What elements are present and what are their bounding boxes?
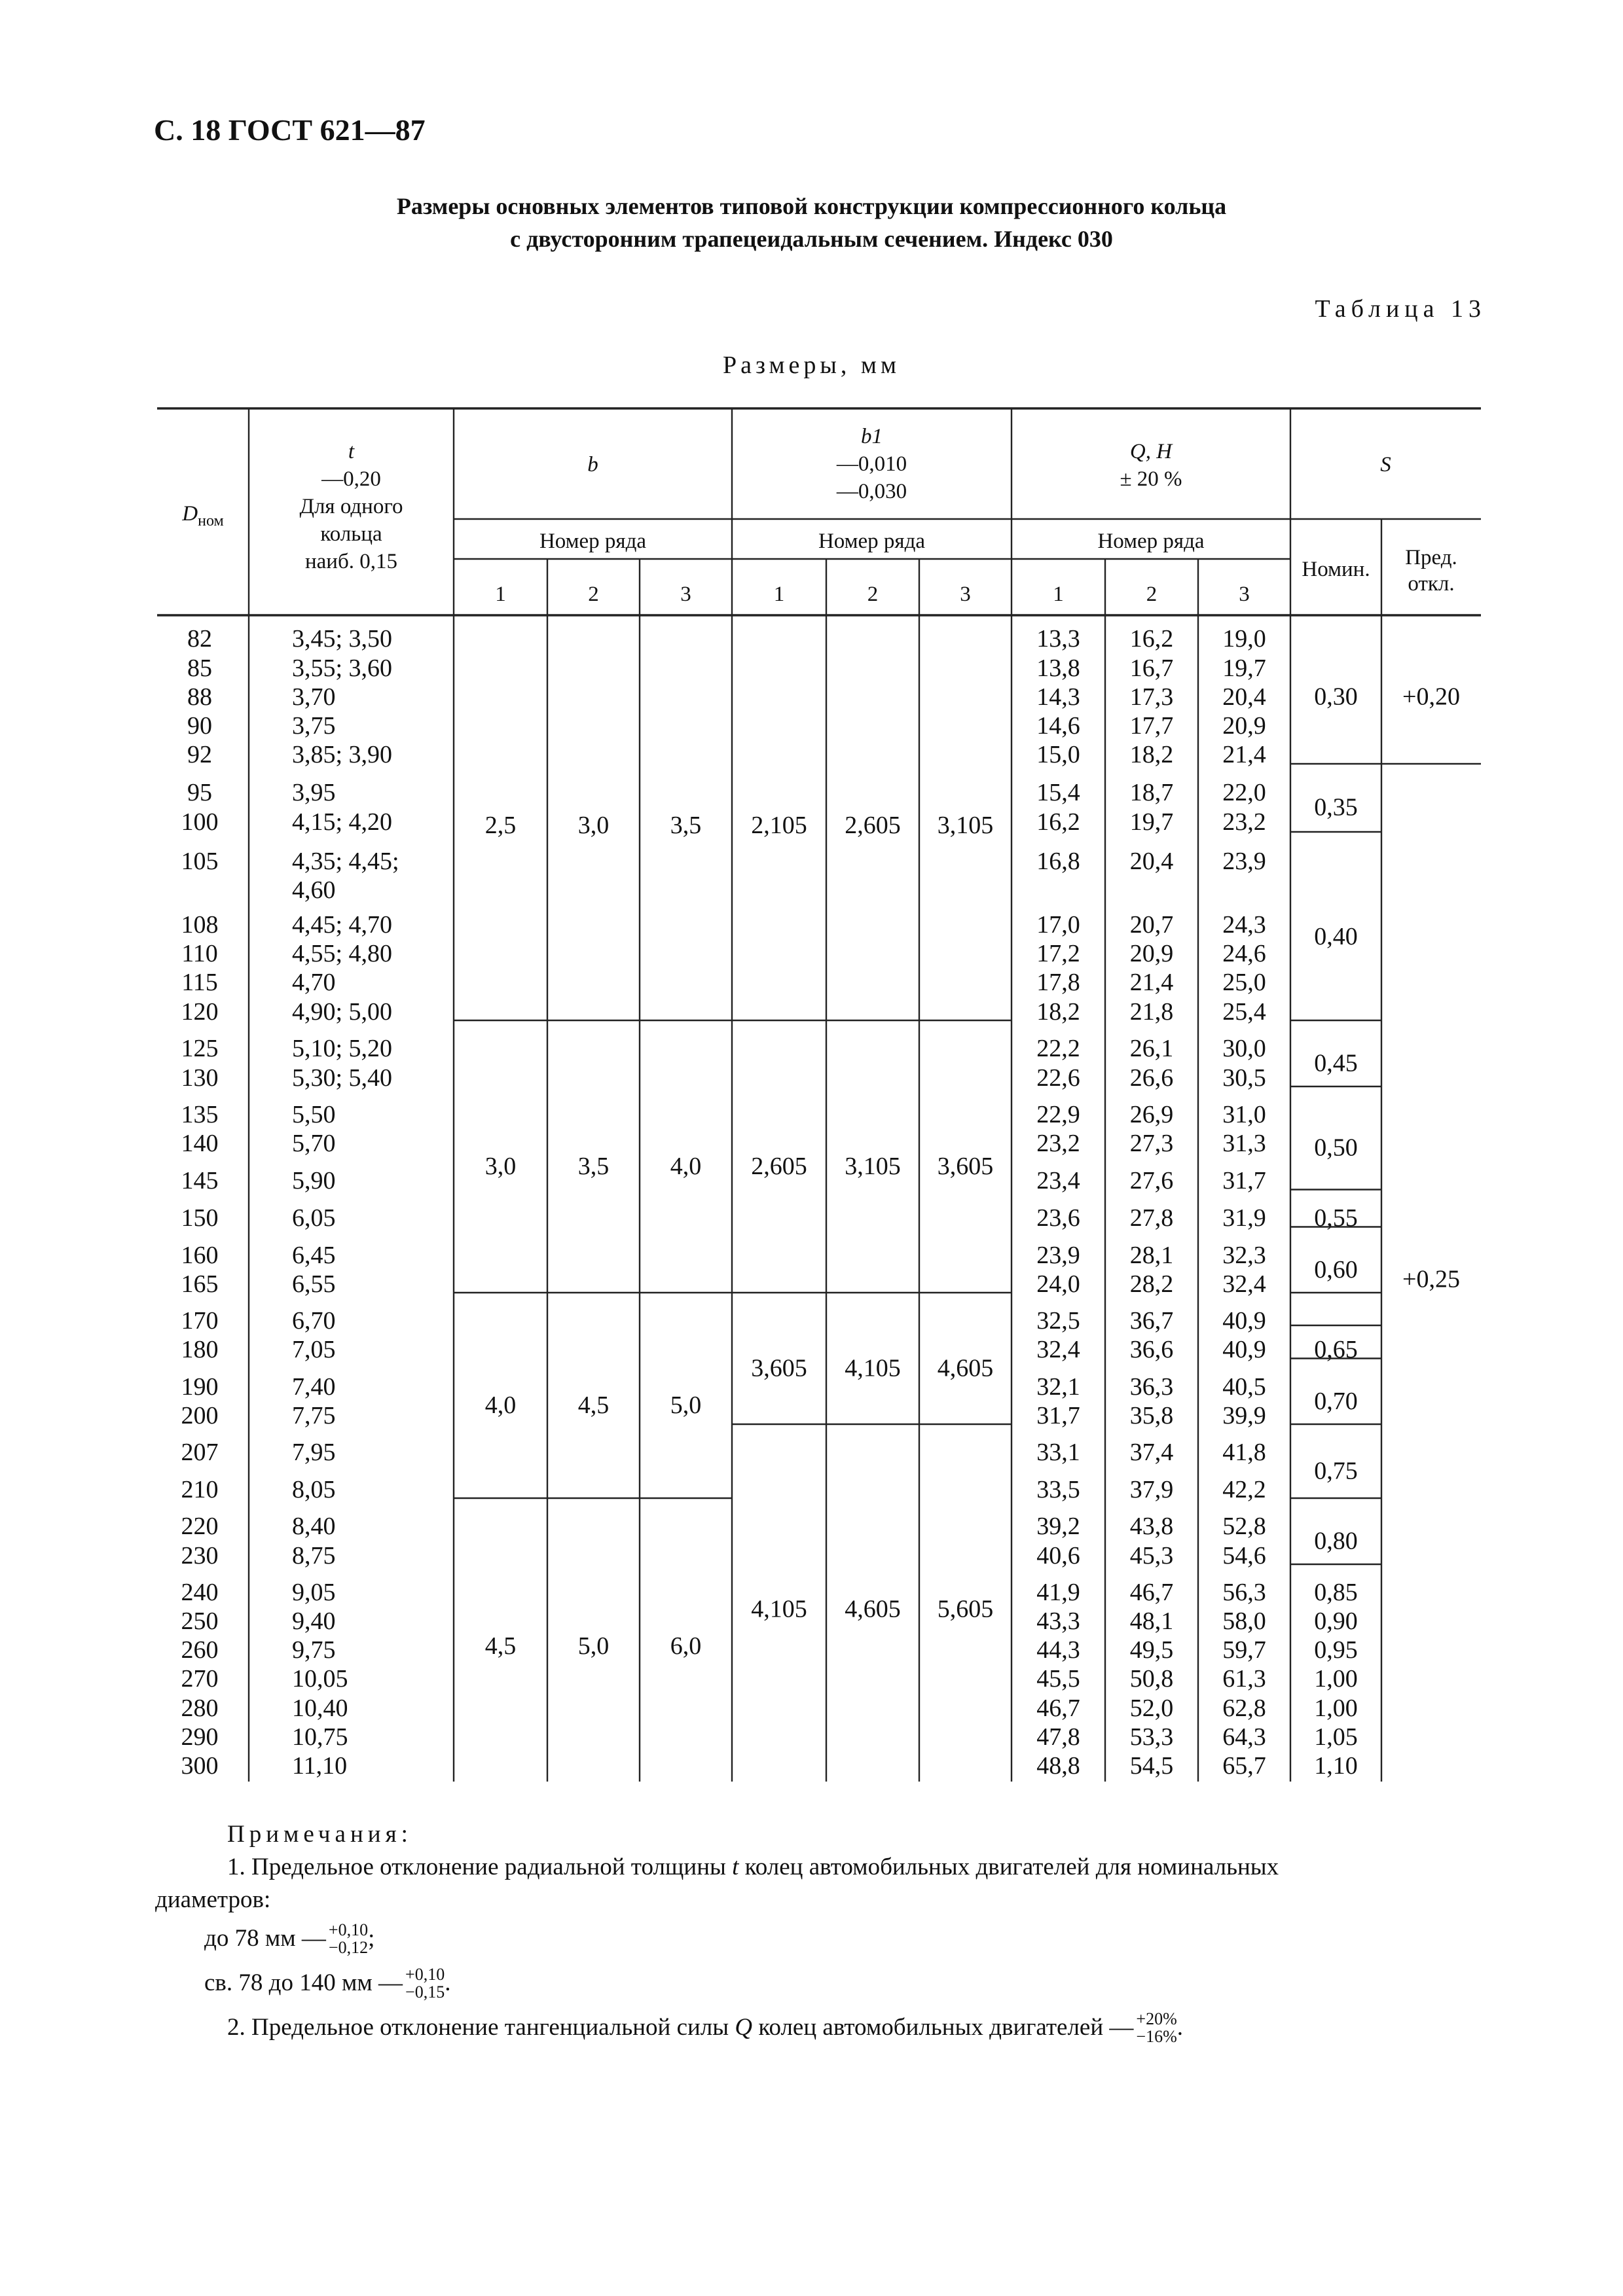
row-s-nominal: 0,90 xyxy=(1314,1607,1358,1635)
row-t: 9,75 xyxy=(292,1636,336,1664)
row-q-value: 19,0 xyxy=(1222,625,1266,653)
row-q-value: 54,5 xyxy=(1129,1752,1174,1780)
header-row-index: 1 xyxy=(1053,583,1064,606)
row-q-value: 62,8 xyxy=(1222,1695,1266,1722)
group-b1-value: 4,605 xyxy=(937,1354,994,1382)
row-q-value: 20,4 xyxy=(1222,683,1266,711)
row-q-value: 24,0 xyxy=(1036,1270,1080,1298)
note-1-tolerance-a xyxy=(155,1916,1488,1961)
row-d-nom: 108 xyxy=(181,911,219,939)
row-q-value: 46,7 xyxy=(1129,1579,1174,1606)
row-q-value: 64,3 xyxy=(1222,1723,1266,1751)
row-d-nom: 170 xyxy=(181,1307,219,1335)
group-b-value: 6,0 xyxy=(670,1632,702,1660)
group-b-value: 5,0 xyxy=(577,1632,610,1660)
row-q-value: 28,1 xyxy=(1129,1242,1174,1269)
row-t: 4,35; 4,45; xyxy=(292,848,399,875)
header-s-deviation-line: Пред. xyxy=(1405,546,1457,569)
table-title-line-1: Размеры основных элементов типовой конструкции компрессионного кольца xyxy=(396,193,1227,219)
row-d-nom: 110 xyxy=(181,940,218,967)
row-q-value: 52,8 xyxy=(1222,1513,1266,1540)
row-t: 3,85; 3,90 xyxy=(292,741,393,768)
header-q-line: Q, Н xyxy=(1129,440,1173,463)
row-q-value: 14,6 xyxy=(1036,712,1080,740)
group-s-nominal-value: 0,35 xyxy=(1314,793,1358,821)
row-q-value: 16,7 xyxy=(1129,655,1174,682)
row-s-nominal: 0,95 xyxy=(1314,1636,1358,1664)
header-b: b xyxy=(587,453,598,476)
row-t: 4,60 xyxy=(292,876,336,904)
row-q-value: 32,1 xyxy=(1036,1373,1080,1401)
row-d-nom: 210 xyxy=(181,1476,219,1503)
group-b-value: 4,5 xyxy=(484,1632,517,1660)
note-1 xyxy=(155,1851,1488,1884)
row-t: 4,45; 4,70 xyxy=(292,911,393,939)
row-t: 7,05 xyxy=(292,1336,336,1363)
row-t: 4,15; 4,20 xyxy=(292,808,393,836)
row-q-value: 36,6 xyxy=(1129,1336,1174,1363)
note-2-fraction xyxy=(1136,2010,1176,2045)
row-d-nom: 88 xyxy=(187,683,212,711)
header-s-nominal: Номин. xyxy=(1302,558,1370,581)
row-q-value: 36,7 xyxy=(1129,1307,1174,1335)
row-q-value: 16,8 xyxy=(1036,848,1080,875)
row-q-value: 23,9 xyxy=(1222,848,1266,875)
group-b-value: 2,5 xyxy=(484,812,517,839)
row-q-value: 15,4 xyxy=(1036,779,1080,806)
row-s-nominal: 1,00 xyxy=(1314,1695,1358,1722)
row-d-nom: 90 xyxy=(187,712,212,740)
group-s-nominal-value: 0,70 xyxy=(1314,1388,1358,1415)
row-t: 6,55 xyxy=(292,1270,336,1298)
row-q-value: 40,6 xyxy=(1036,1542,1080,1570)
row-q-value: 41,9 xyxy=(1036,1579,1080,1606)
row-t: 3,45; 3,50 xyxy=(292,625,393,653)
row-t: 5,10; 5,20 xyxy=(292,1035,393,1062)
row-q-value: 61,3 xyxy=(1222,1665,1266,1693)
note-1-tolerance-b xyxy=(155,1961,1488,2005)
row-d-nom: 290 xyxy=(181,1723,219,1751)
row-t: 4,55; 4,80 xyxy=(292,940,393,967)
row-q-value: 13,8 xyxy=(1036,655,1080,682)
row-d-nom: 220 xyxy=(181,1513,219,1540)
row-q-value: 17,3 xyxy=(1129,683,1174,711)
row-q-value: 18,7 xyxy=(1129,779,1174,806)
group-b-value: 3,5 xyxy=(577,1153,610,1180)
header-row-index: 2 xyxy=(1146,583,1158,606)
row-q-value: 45,5 xyxy=(1036,1665,1080,1693)
row-q-value: 13,3 xyxy=(1036,625,1080,653)
note-2-upper: +20% xyxy=(1136,2009,1177,2028)
row-t: 10,40 xyxy=(292,1695,348,1722)
row-q-value: 17,0 xyxy=(1036,911,1080,939)
row-d-nom: 207 xyxy=(181,1439,219,1466)
row-q-value: 31,3 xyxy=(1222,1130,1266,1157)
header-t-line: t xyxy=(348,440,355,463)
note-2-end: . xyxy=(1176,2014,1183,2041)
row-q-value: 17,2 xyxy=(1036,940,1080,967)
page-header: С. 18 ГОСТ 621—87 xyxy=(154,113,426,147)
row-d-nom: 120 xyxy=(181,998,219,1026)
tolerance-a-text: до 78 мм — xyxy=(204,1925,326,1952)
row-q-value: 31,0 xyxy=(1222,1101,1266,1128)
note-2-text-a: 2. Предельное отклонение тангенциальной силы xyxy=(227,2014,729,2041)
row-q-value: 22,0 xyxy=(1222,779,1266,806)
tolerance-a-upper: +0,10 xyxy=(328,1920,369,1939)
row-t: 7,75 xyxy=(292,1402,336,1429)
row-q-value: 32,4 xyxy=(1036,1336,1080,1363)
group-b1-value: 2,605 xyxy=(845,812,901,839)
row-d-nom: 280 xyxy=(181,1695,219,1722)
row-q-value: 32,3 xyxy=(1222,1242,1266,1269)
row-q-value: 41,8 xyxy=(1222,1439,1266,1466)
group-s-nominal-value: 0,80 xyxy=(1314,1527,1358,1555)
row-q-value: 23,6 xyxy=(1036,1204,1080,1232)
row-q-value: 23,2 xyxy=(1036,1130,1080,1157)
header-s-deviation-line: откл. xyxy=(1408,572,1455,596)
row-d-nom: 100 xyxy=(181,808,219,836)
row-d-nom: 180 xyxy=(181,1336,219,1363)
row-q-value: 23,4 xyxy=(1036,1167,1080,1194)
notes xyxy=(155,1818,1488,2050)
group-s-nominal-value: 0,55 xyxy=(1314,1204,1358,1232)
row-q-value: 31,9 xyxy=(1222,1204,1266,1232)
row-q-value: 37,4 xyxy=(1129,1439,1174,1466)
group-s-nominal-value: 0,30 xyxy=(1314,683,1358,711)
row-t: 3,55; 3,60 xyxy=(292,655,393,682)
row-q-value: 49,5 xyxy=(1129,1636,1174,1664)
row-t: 11,10 xyxy=(292,1752,348,1780)
row-d-nom: 135 xyxy=(181,1101,219,1128)
row-q-value: 45,3 xyxy=(1129,1542,1174,1570)
header-row-index: 1 xyxy=(773,583,785,606)
row-d-nom: 95 xyxy=(187,779,212,806)
units-label: Размеры, мм xyxy=(722,351,900,379)
row-q-value: 39,9 xyxy=(1222,1402,1266,1429)
row-q-value: 32,4 xyxy=(1222,1270,1266,1298)
group-b1-value: 3,105 xyxy=(845,1153,901,1180)
row-t: 4,70 xyxy=(292,969,336,996)
group-b-value: 3,5 xyxy=(670,812,702,839)
group-s-nominal-value: 0,75 xyxy=(1314,1457,1358,1485)
group-b-value: 3,0 xyxy=(577,812,610,839)
row-t: 5,70 xyxy=(292,1130,336,1157)
row-q-value: 17,8 xyxy=(1036,969,1080,996)
row-s-nominal: 0,85 xyxy=(1314,1579,1358,1606)
group-b1-value: 4,605 xyxy=(845,1595,901,1623)
row-t: 6,45 xyxy=(292,1242,336,1269)
group-b1-value: 3,605 xyxy=(751,1354,807,1382)
table-number: Таблица 13 xyxy=(1315,295,1486,323)
group-b1-value: 5,605 xyxy=(937,1595,994,1623)
row-q-value: 15,0 xyxy=(1036,741,1080,768)
row-t: 6,05 xyxy=(292,1204,336,1232)
group-s-nominal-value: 0,65 xyxy=(1314,1336,1358,1363)
header-row-number: Номер ряда xyxy=(1097,529,1205,553)
row-q-value: 36,3 xyxy=(1129,1373,1174,1401)
row-q-value: 23,9 xyxy=(1036,1242,1080,1269)
header-s: S xyxy=(1380,453,1391,476)
row-q-value: 16,2 xyxy=(1129,625,1174,653)
row-q-value: 25,4 xyxy=(1222,998,1266,1026)
row-t: 10,75 xyxy=(292,1723,348,1751)
row-q-value: 19,7 xyxy=(1129,808,1174,836)
row-q-value: 32,5 xyxy=(1036,1307,1080,1335)
note-2-symbol-q: Q xyxy=(735,2014,753,2041)
row-t: 4,90; 5,00 xyxy=(292,998,393,1026)
row-q-value: 54,6 xyxy=(1222,1542,1266,1570)
row-q-value: 18,2 xyxy=(1036,998,1080,1026)
row-q-value: 59,7 xyxy=(1222,1636,1266,1664)
row-q-value: 48,1 xyxy=(1129,1607,1174,1635)
note-1-text-b: колец автомобильных двигателей для номинальных xyxy=(744,1854,1279,1880)
header-d-nom: $D_{ном}$ xyxy=(182,502,224,529)
row-d-nom: 260 xyxy=(181,1636,219,1664)
row-s-nominal: 1,05 xyxy=(1314,1723,1358,1751)
header-row-index: 2 xyxy=(867,583,879,606)
note-1-continuation: диаметров: xyxy=(155,1886,271,1913)
group-s-nominal-value: 0,60 xyxy=(1314,1256,1358,1283)
row-q-value: 16,2 xyxy=(1036,808,1080,836)
row-d-nom: 230 xyxy=(181,1542,219,1570)
note-1-symbol-t: t xyxy=(732,1854,739,1880)
note-2-text-b: колец автомобильных двигателей — xyxy=(758,2014,1134,2041)
row-q-value: 53,3 xyxy=(1129,1723,1174,1751)
row-q-value: 65,7 xyxy=(1222,1752,1266,1780)
row-q-value: 43,8 xyxy=(1129,1513,1174,1540)
tolerance-a-fraction xyxy=(329,1921,368,1956)
group-b1-value: 3,605 xyxy=(937,1153,994,1180)
row-d-nom: 125 xyxy=(181,1035,219,1062)
group-b1-value: 2,105 xyxy=(751,812,807,839)
header-row-index: 2 xyxy=(588,583,599,606)
row-t: 8,75 xyxy=(292,1542,336,1570)
row-q-value: 31,7 xyxy=(1036,1402,1080,1429)
tolerance-b-lower: −0,15 xyxy=(405,1982,445,2001)
group-b1-value: 4,105 xyxy=(845,1354,901,1382)
row-t: 9,40 xyxy=(292,1607,336,1635)
row-q-value: 25,0 xyxy=(1222,969,1266,996)
header-b1-line: b1 xyxy=(861,425,883,448)
row-t: 8,40 xyxy=(292,1513,336,1540)
row-q-value: 22,6 xyxy=(1036,1064,1080,1092)
note-2 xyxy=(155,2005,1488,2050)
row-q-value: 20,4 xyxy=(1129,848,1174,875)
row-q-value: 22,2 xyxy=(1036,1035,1080,1062)
row-t: 3,95 xyxy=(292,779,336,806)
row-q-value: 24,6 xyxy=(1222,940,1266,967)
row-q-value: 20,9 xyxy=(1129,940,1174,967)
group-b-value: 4,5 xyxy=(577,1391,610,1419)
tolerance-b-fraction xyxy=(405,1965,445,2001)
row-d-nom: 270 xyxy=(181,1665,219,1693)
header-row-index: 3 xyxy=(1239,583,1250,606)
header-row-index: 3 xyxy=(680,583,691,606)
row-d-nom: 160 xyxy=(181,1242,219,1269)
row-t: 10,05 xyxy=(292,1665,348,1693)
row-t: 3,70 xyxy=(292,683,336,711)
row-q-value: 21,4 xyxy=(1129,969,1174,996)
group-s-nominal-value: 0,45 xyxy=(1314,1049,1358,1077)
row-q-value: 18,2 xyxy=(1129,741,1174,768)
tolerance-b-end: . xyxy=(445,1969,451,1996)
header-row-index: 3 xyxy=(960,583,971,606)
row-d-nom: 115 xyxy=(181,969,218,996)
note-1-text-a: 1. Предельное отклонение радиальной толщины xyxy=(227,1854,726,1880)
row-d-nom: 190 xyxy=(181,1373,219,1401)
group-b1-value: 4,105 xyxy=(751,1595,807,1623)
group-s-deviation-value: +0,25 xyxy=(1402,1265,1460,1293)
row-q-value: 17,7 xyxy=(1129,712,1174,740)
row-s-nominal: 1,10 xyxy=(1314,1752,1358,1780)
row-q-value: 21,8 xyxy=(1129,998,1174,1026)
row-t: 3,75 xyxy=(292,712,336,740)
group-b1-value: 3,105 xyxy=(937,812,994,839)
row-q-value: 40,9 xyxy=(1222,1336,1266,1363)
row-q-value: 42,2 xyxy=(1222,1476,1266,1503)
row-q-value: 20,7 xyxy=(1129,911,1174,939)
row-t: 7,95 xyxy=(292,1439,336,1466)
row-q-value: 23,2 xyxy=(1222,808,1266,836)
row-d-nom: 82 xyxy=(187,625,212,653)
row-d-nom: 165 xyxy=(181,1270,219,1298)
row-d-nom: 250 xyxy=(181,1607,219,1635)
header-b1-line: —0,010 xyxy=(836,452,907,476)
row-q-value: 27,3 xyxy=(1129,1130,1174,1157)
row-q-value: 40,9 xyxy=(1222,1307,1266,1335)
header-row-number: Номер ряда xyxy=(818,529,926,553)
row-q-value: 20,9 xyxy=(1222,712,1266,740)
row-d-nom: 130 xyxy=(181,1064,219,1092)
row-q-value: 47,8 xyxy=(1036,1723,1080,1751)
row-q-value: 27,6 xyxy=(1129,1167,1174,1194)
tolerance-b-text: св. 78 до 140 мм — xyxy=(204,1969,403,1996)
row-q-value: 30,0 xyxy=(1222,1035,1266,1062)
row-q-value: 14,3 xyxy=(1036,683,1080,711)
row-t: 7,40 xyxy=(292,1373,336,1401)
row-q-value: 33,1 xyxy=(1036,1439,1080,1466)
row-q-value: 58,0 xyxy=(1222,1607,1266,1635)
tolerance-a-end: ; xyxy=(368,1925,375,1952)
row-d-nom: 85 xyxy=(187,655,212,682)
header-row-index: 1 xyxy=(495,583,506,606)
row-q-value: 48,8 xyxy=(1036,1752,1080,1780)
row-q-value: 44,3 xyxy=(1036,1636,1080,1664)
tolerance-a-lower: −0,12 xyxy=(328,1938,369,1957)
row-q-value: 31,7 xyxy=(1222,1167,1266,1194)
group-s-deviation-value: +0,20 xyxy=(1402,683,1460,711)
row-d-nom: 150 xyxy=(181,1204,219,1232)
row-q-value: 56,3 xyxy=(1222,1579,1266,1606)
header-t-line: Для одного xyxy=(299,495,403,518)
notes-title: Примечания: xyxy=(227,1821,412,1848)
row-t: 8,05 xyxy=(292,1476,336,1503)
table-title-line-2: с двусторонним трапецеидальным сечением. Индекс 030 xyxy=(510,226,1113,252)
row-q-value: 37,9 xyxy=(1129,1476,1174,1503)
row-s-nominal: 1,00 xyxy=(1314,1665,1358,1693)
group-b-value: 5,0 xyxy=(670,1391,702,1419)
group-s-nominal-value: 0,50 xyxy=(1314,1134,1358,1162)
row-q-value: 26,1 xyxy=(1129,1035,1174,1062)
group-b-value: 4,0 xyxy=(670,1153,702,1180)
row-d-nom: 240 xyxy=(181,1579,219,1606)
header-q-line: ± 20 % xyxy=(1120,467,1182,491)
header-t-line: —0,20 xyxy=(321,467,381,491)
row-q-value: 52,0 xyxy=(1129,1695,1174,1722)
row-d-nom: 92 xyxy=(187,741,212,768)
row-q-value: 26,6 xyxy=(1129,1064,1174,1092)
header-t-line: кольца xyxy=(320,522,382,546)
row-d-nom: 200 xyxy=(181,1402,219,1429)
header-row-number: Номер ряда xyxy=(539,529,647,553)
header-b1-line: —0,030 xyxy=(836,480,907,503)
group-b1-value: 2,605 xyxy=(751,1153,807,1180)
row-q-value: 27,8 xyxy=(1129,1204,1174,1232)
row-q-value: 39,2 xyxy=(1036,1513,1080,1540)
row-q-value: 50,8 xyxy=(1129,1665,1174,1693)
row-q-value: 30,5 xyxy=(1222,1064,1266,1092)
row-q-value: 33,5 xyxy=(1036,1476,1080,1503)
row-q-value: 28,2 xyxy=(1129,1270,1174,1298)
row-t: 5,30; 5,40 xyxy=(292,1064,393,1092)
row-q-value: 26,9 xyxy=(1129,1101,1174,1128)
header-t-line: наиб. 0,15 xyxy=(304,550,398,573)
row-q-value: 21,4 xyxy=(1222,741,1266,768)
row-q-value: 35,8 xyxy=(1129,1402,1174,1429)
note-2-lower: −16% xyxy=(1136,2027,1177,2046)
row-d-nom: 105 xyxy=(181,848,219,875)
row-t: 5,90 xyxy=(292,1167,336,1194)
row-q-value: 40,5 xyxy=(1222,1373,1266,1401)
row-t: 5,50 xyxy=(292,1101,336,1128)
group-s-nominal-value: 0,40 xyxy=(1314,923,1358,950)
tolerance-b-upper: +0,10 xyxy=(405,1965,445,1984)
row-d-nom: 145 xyxy=(181,1167,219,1194)
row-q-value: 46,7 xyxy=(1036,1695,1080,1722)
row-t: 9,05 xyxy=(292,1579,336,1606)
row-q-value: 24,3 xyxy=(1222,911,1266,939)
group-b-value: 3,0 xyxy=(484,1153,517,1180)
group-b-value: 4,0 xyxy=(484,1391,517,1419)
row-d-nom: 140 xyxy=(181,1130,219,1157)
row-t: 6,70 xyxy=(292,1307,336,1335)
row-d-nom: 300 xyxy=(181,1752,219,1780)
row-q-value: 19,7 xyxy=(1222,655,1266,682)
row-q-value: 22,9 xyxy=(1036,1101,1080,1128)
row-q-value: 43,3 xyxy=(1036,1607,1080,1635)
